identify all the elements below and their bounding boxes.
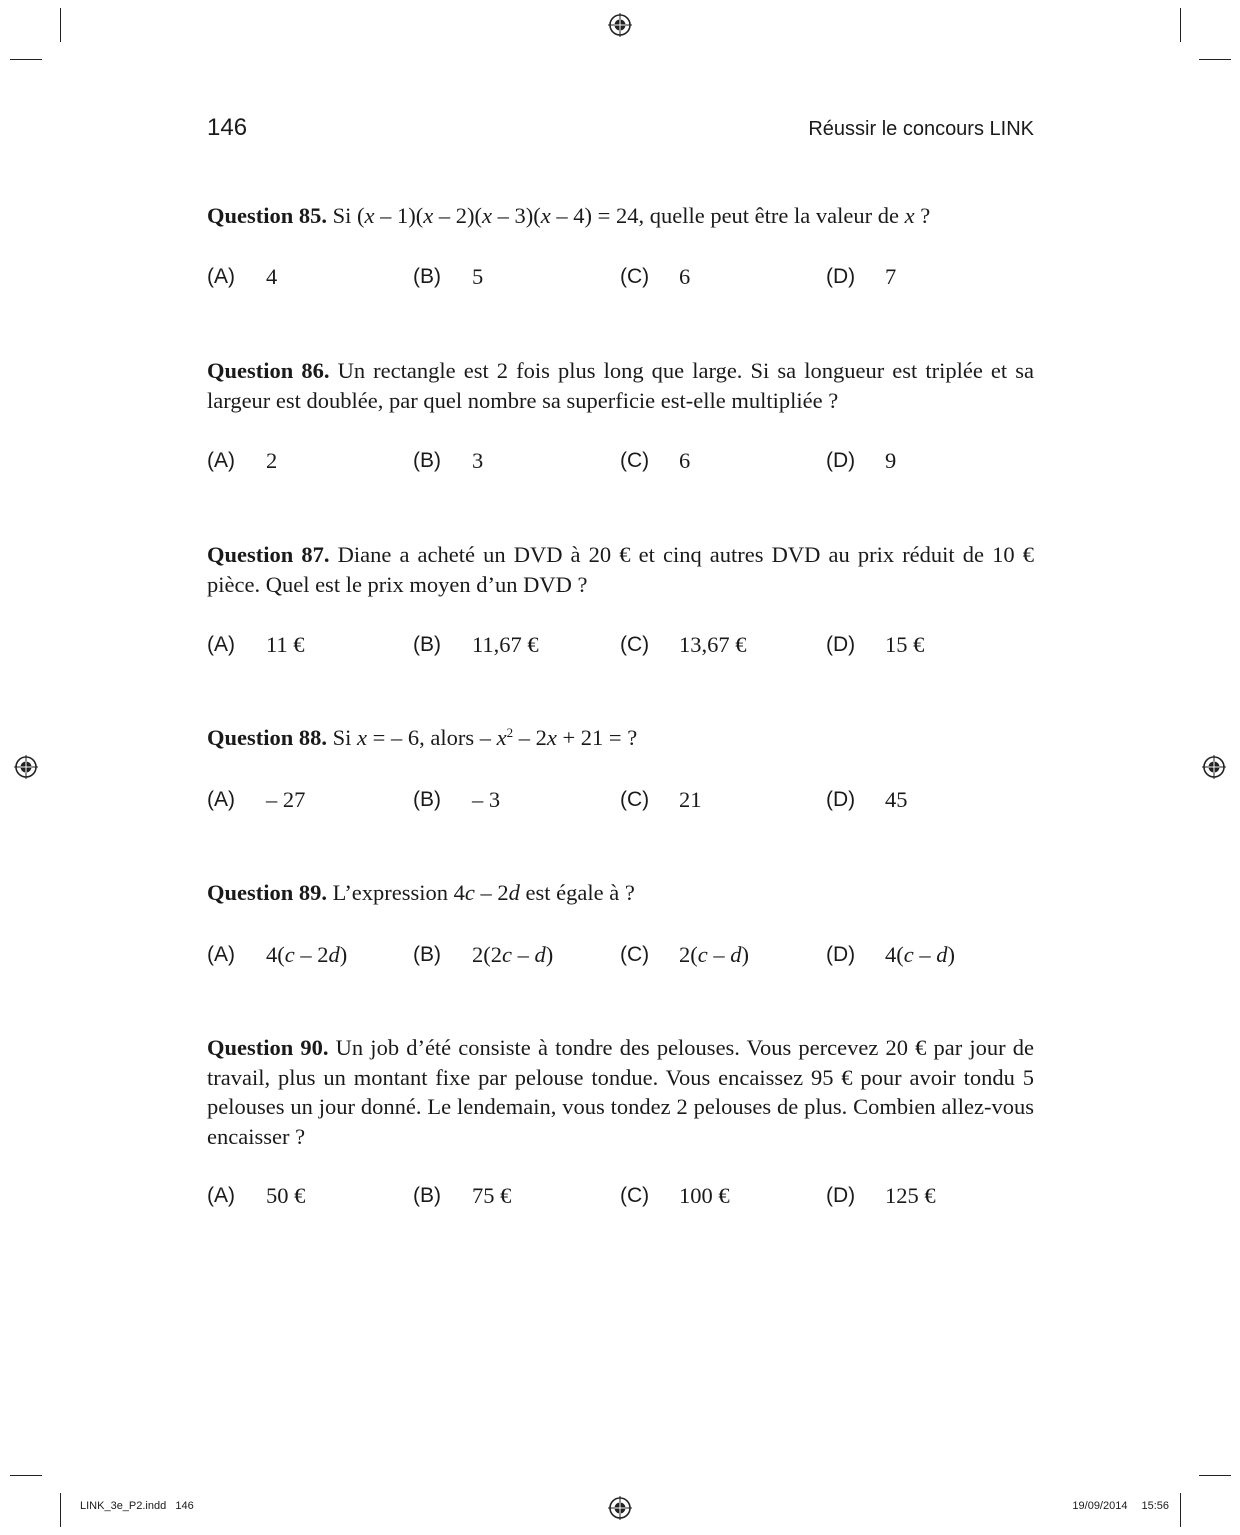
question-label: Question 90. — [207, 1035, 329, 1060]
option-value: 9 — [885, 448, 897, 473]
option-value: 6 — [679, 264, 691, 289]
option-letter: (A) — [207, 788, 235, 811]
option-letter: (C) — [620, 265, 650, 288]
option-value: 4 — [266, 264, 278, 289]
option-value: – 27 — [266, 787, 306, 812]
option-letter: (D) — [826, 265, 856, 288]
option-letter: (C) — [620, 449, 650, 472]
registration-mark-icon — [14, 755, 38, 779]
answer-options — [207, 942, 1034, 972]
crop-mark — [10, 1475, 42, 1476]
option-value: 50 € — [266, 1183, 306, 1208]
option-value: 100 € — [679, 1183, 730, 1208]
answer-options — [207, 1183, 1034, 1213]
crop-mark — [60, 1493, 61, 1527]
option-letter: (A) — [207, 943, 235, 966]
crop-mark — [1180, 1493, 1181, 1527]
slug-time: 15:56 — [1141, 1500, 1169, 1512]
option-value: 6 — [679, 448, 691, 473]
option-value: 2(2c – d) — [472, 942, 554, 967]
option-value: 75 € — [472, 1183, 512, 1208]
option-letter: (C) — [620, 788, 650, 811]
option-letter: (B) — [413, 943, 441, 966]
option-value: 13,67 € — [679, 632, 747, 657]
option-letter: (C) — [620, 1184, 650, 1207]
running-header-title: Réussir le concours LINK — [808, 118, 1034, 140]
option-letter: (D) — [826, 1184, 856, 1207]
option-letter: (A) — [207, 449, 235, 472]
option-letter: (D) — [826, 788, 856, 811]
slug-file-name: LINK_3e_P2.indd 146 — [80, 1500, 194, 1512]
question-86 — [207, 356, 1034, 415]
question-89: Question 89. L’expression 4c – 2d est égale à ? — [207, 880, 635, 905]
option-letter: (A) — [207, 1184, 235, 1207]
option-value: 21 — [679, 787, 702, 812]
option-value: – 3 — [472, 787, 501, 812]
answer-options — [207, 787, 1034, 817]
question-label: Question 88. — [207, 725, 328, 750]
answer-options — [207, 448, 1034, 478]
option-value: 2(c – d) — [679, 942, 749, 967]
question-label: Question 89. — [207, 880, 328, 905]
option-value: 45 — [885, 787, 908, 812]
crop-mark — [1199, 1475, 1231, 1476]
option-letter: (A) — [207, 265, 235, 288]
crop-mark — [1180, 8, 1181, 42]
slug-timestamp — [1072, 1500, 1169, 1512]
option-value: 5 — [472, 264, 484, 289]
question-label: Question 85. — [207, 203, 328, 228]
page-number: 146 — [207, 114, 248, 141]
option-letter: (C) — [620, 943, 650, 966]
option-letter: (B) — [413, 633, 441, 656]
slug-date: 19/09/2014 — [1072, 1500, 1128, 1512]
question-85: Question 85. Si (x – 1)(x – 2)(x – 3)(x – 4) = 24, quelle peut être la valeur de x ? — [207, 203, 931, 228]
option-letter: (D) — [826, 449, 856, 472]
option-letter: (A) — [207, 633, 235, 656]
option-letter: (B) — [413, 449, 441, 472]
option-value: 4(c – 2d) — [266, 942, 348, 967]
option-letter: (D) — [826, 633, 856, 656]
registration-mark-icon — [1202, 755, 1226, 779]
answer-options — [207, 632, 1034, 662]
option-value: 15 € — [885, 632, 925, 657]
registration-mark-icon — [608, 1496, 632, 1520]
question-label: Question 86. — [207, 358, 330, 383]
crop-mark — [10, 59, 42, 60]
answer-options — [207, 264, 1034, 294]
option-letter: (B) — [413, 1184, 441, 1207]
registration-mark-icon — [608, 13, 632, 37]
question-90 — [207, 1033, 1034, 1151]
option-value: 11,67 € — [472, 632, 539, 657]
option-value: 2 — [266, 448, 278, 473]
option-value: 125 € — [885, 1183, 936, 1208]
question-label: Question 87. — [207, 542, 330, 567]
question-87 — [207, 540, 1034, 599]
question-88: Question 88. Si x = – 6, alors – $x^2 - 2x + 21$ = ? — [207, 725, 638, 750]
question-text: Un rectangle est 2 fois plus long que large. Si sa longueur est triplée et sa largeur est doublée, par quel nombre sa superficie est-elle multipliée ? — [207, 358, 1035, 413]
option-value: 4(c – d) — [885, 942, 955, 967]
question-text: Un job d’été consiste à tondre des pelouses. Vous percevez 20 € par jour de travail, plus un montant fixe par pelouse tondue. Vous encaissez 95 € pour avoir tondu 5 pelouses un jour donné. Le lendemain, vous tondez 2 pelouses de plus. Combien allez-vous encaisser ? — [207, 1035, 1034, 1149]
option-value: 3 — [472, 448, 484, 473]
option-value: 7 — [885, 264, 897, 289]
option-letter: (D) — [826, 943, 856, 966]
option-letter: (B) — [413, 265, 441, 288]
option-letter: (B) — [413, 788, 441, 811]
question-text: Diane a acheté un DVD à 20 € et cinq autres DVD au prix réduit de 10 € pièce. Quel est le prix moyen d’un DVD ? — [207, 542, 1034, 597]
crop-mark — [1199, 59, 1231, 60]
option-letter: (C) — [620, 633, 650, 656]
option-value: 11 € — [266, 632, 305, 657]
crop-mark — [60, 8, 61, 42]
